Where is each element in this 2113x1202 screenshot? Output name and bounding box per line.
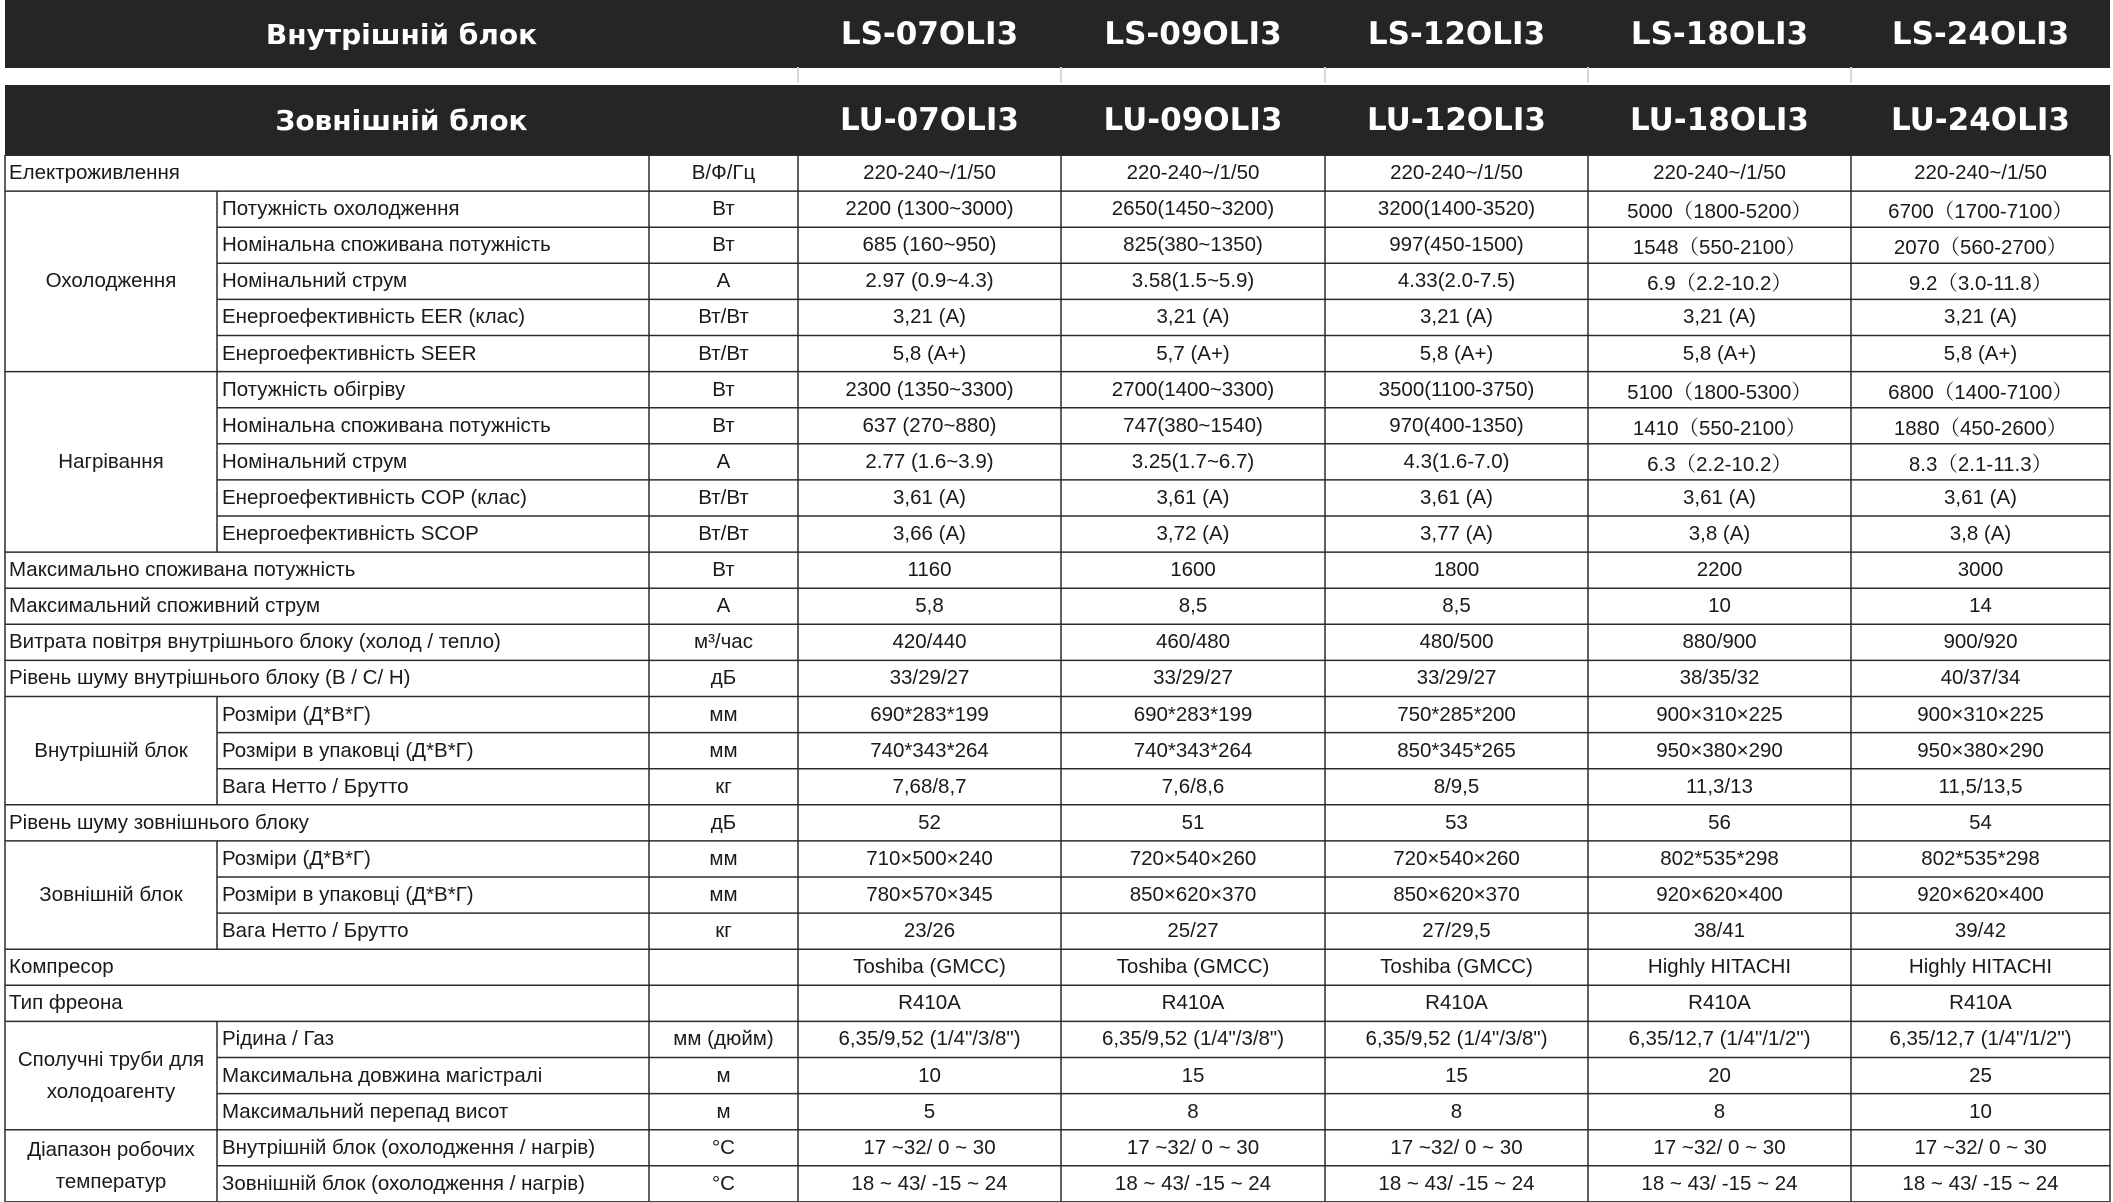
value-cell: 9.2（3.0-11.8）: [1908, 272, 2053, 296]
value-cell: 5,8 (А+): [892, 341, 967, 365]
value-cell: 2070（560-2700）: [1893, 236, 2068, 260]
group-label: Внутрішній блок: [34, 738, 188, 762]
group-label: Охолодження: [45, 269, 177, 293]
value-cell: 950×380×290: [1917, 738, 2044, 762]
param-label: Внутрішній блок (охолодження / нагрів): [222, 1135, 596, 1159]
value-cell: Toshiba (GMCC): [1380, 955, 1533, 979]
param-label: Вага Нетто / Брутто: [222, 919, 409, 943]
param-label: Потужність обігріву: [222, 377, 406, 401]
outdoor-model-1: LU-07OLI3: [839, 102, 1020, 138]
value-cell: 420/440: [892, 630, 967, 654]
param-label: Максимально споживана потужність: [9, 558, 356, 582]
param-label: Енергоефективність SCOP: [222, 522, 479, 546]
value-cell: 3,66 (А): [893, 522, 966, 546]
value-cell: 33/29/27: [1153, 666, 1233, 690]
param-label: Розміри (Д*В*Г): [222, 702, 371, 726]
unit-cell: Вт/Вт: [698, 485, 749, 509]
value-cell: 3,61 (А): [893, 485, 966, 509]
value-cell: 850×620×370: [1129, 883, 1257, 907]
value-cell: 3200(1400-3520): [1377, 197, 1536, 221]
param-label: Розміри в упаковці (Д*В*Г): [222, 738, 474, 762]
value-cell: 27/29,5: [1422, 919, 1491, 943]
value-cell: 4.3(1.6-7.0): [1403, 449, 1510, 473]
value-cell: 52: [918, 810, 941, 834]
value-cell: 1410（550-2100）: [1632, 416, 1807, 440]
param-label: Номінальний струм: [222, 269, 408, 293]
value-cell: 11,5/13,5: [1938, 774, 2023, 798]
outdoor-model-3: LU-12OLI3: [1366, 102, 1547, 138]
param-label: Рівень шуму зовнішнього блоку: [9, 810, 309, 834]
param-label: Рівень шуму внутрішнього блоку (В / С/ Н): [9, 666, 411, 690]
group-label: Зовнішній блок: [39, 883, 183, 907]
param-label: Енергоефективність SEER: [222, 341, 477, 365]
param-label: Тип фреона: [9, 991, 123, 1015]
value-cell: 900×310×225: [1656, 702, 1783, 726]
value-cell: 220-240~/1/50: [1653, 161, 1786, 185]
unit-cell: мм: [709, 883, 738, 907]
value-cell: 3.58(1.5~5.9): [1131, 269, 1255, 293]
value-cell: 17 ~32/ 0 ~ 30: [1126, 1135, 1260, 1159]
value-cell: 8: [1450, 1099, 1463, 1123]
value-cell: 750*285*200: [1397, 702, 1516, 726]
value-cell: 5100（1800-5300）: [1627, 380, 1812, 404]
value-cell: 802*535*298: [1660, 846, 1779, 870]
value-cell: 690*283*199: [870, 702, 989, 726]
value-cell: 3,61 (А): [1420, 485, 1493, 509]
value-cell: Toshiba (GMCC): [1116, 955, 1270, 979]
indoor-model-1: LS-07OLI3: [840, 16, 1019, 52]
indoor-model-4: LS-18OLI3: [1630, 16, 1809, 52]
value-cell: R410A: [898, 991, 961, 1015]
unit-cell: мм: [709, 738, 738, 762]
param-label: Максимальний споживний струм: [9, 594, 321, 618]
value-cell: 1160: [907, 558, 952, 582]
value-cell: 5000（1800-5200）: [1627, 200, 1812, 224]
unit-cell: м³/час: [694, 630, 753, 654]
value-cell: 33/29/27: [889, 666, 970, 690]
param-label: Розміри в упаковці (Д*В*Г): [222, 883, 474, 907]
value-cell: 802*535*298: [1921, 846, 2040, 870]
value-cell: 8/9,5: [1433, 774, 1480, 798]
value-cell: 850×620×370: [1393, 883, 1520, 907]
value-cell: 54: [1969, 810, 1992, 834]
value-cell: 17 ~32/ 0 ~ 30: [1914, 1135, 2047, 1159]
value-cell: 3,61 (А): [1156, 485, 1230, 509]
unit-cell: Вт/Вт: [698, 522, 749, 546]
value-cell: 780×570×345: [866, 883, 993, 907]
value-cell: 3,21 (А): [1944, 305, 2017, 329]
unit-cell: А: [716, 449, 731, 473]
param-label: Зовнішній блок (охолодження / нагрів): [222, 1171, 585, 1195]
value-cell: 3.25(1.7~6.7): [1131, 449, 1255, 473]
unit-cell: мм: [709, 702, 738, 726]
param-label: Максимальна довжина магістралі: [222, 1063, 543, 1087]
value-cell: 39/42: [1954, 919, 2007, 943]
value-cell: 5,8 (А+): [1682, 341, 1757, 365]
unit-cell: Вт: [712, 413, 735, 437]
value-cell: 17 ~32/ 0 ~ 30: [1390, 1135, 1523, 1159]
value-cell: 3,21 (А): [1683, 305, 1756, 329]
value-cell: 1800: [1433, 558, 1480, 582]
value-cell: 7,6/8,6: [1161, 774, 1225, 798]
value-cell: 6,35/9,52 (1/4"/3/8"): [1101, 1027, 1285, 1051]
value-cell: 17 ~32/ 0 ~ 30: [863, 1135, 996, 1159]
outdoor-model-4: LU-18OLI3: [1629, 102, 1810, 138]
value-cell: 3,21 (А): [1156, 305, 1230, 329]
unit-cell: °С: [711, 1171, 735, 1195]
value-cell: 690*283*199: [1133, 702, 1253, 726]
value-cell: 3,77 (А): [1420, 522, 1493, 546]
unit-cell: А: [716, 594, 731, 618]
param-label: Номінальна споживана потужність: [222, 233, 551, 257]
value-cell: 2300 (1350~3300): [845, 377, 1014, 401]
value-cell: 850*345*265: [1397, 738, 1516, 762]
value-cell: 2.77 (1.6~3.9): [865, 449, 994, 473]
value-cell: 220-240~/1/50: [1914, 161, 2047, 185]
param-label: Енергоефективність COP (клас): [222, 485, 527, 509]
value-cell: 10: [1708, 594, 1731, 618]
value-cell: 6.9（2.2-10.2）: [1647, 272, 1792, 296]
value-cell: 4.33(2.0-7.5): [1397, 269, 1516, 293]
value-cell: Highly HITACHI: [1647, 955, 1792, 979]
value-cell: 5: [923, 1099, 936, 1123]
unit-cell: м: [716, 1063, 731, 1087]
param-label: Розміри (Д*В*Г): [222, 846, 371, 870]
param-label: Потужність охолодження: [222, 197, 460, 221]
value-cell: 8: [1713, 1099, 1726, 1123]
value-cell: 6.3（2.2-10.2）: [1647, 452, 1792, 476]
value-cell: 1880（450-2600）: [1893, 416, 2068, 440]
value-cell: 997(450-1500): [1389, 233, 1524, 257]
value-cell: 460/480: [1155, 630, 1231, 654]
unit-cell: Вт/Вт: [698, 305, 749, 329]
group-label: Сполучні труби для холодоагенту: [17, 1047, 205, 1103]
param-label: Номінальний струм: [222, 449, 408, 473]
unit-cell: мм (дюйм): [673, 1027, 774, 1051]
param-label: Рідина / Газ: [222, 1027, 334, 1051]
value-cell: Highly HITACHI: [1908, 955, 2053, 979]
unit-cell: Вт: [712, 233, 735, 257]
unit-cell: кг: [715, 774, 732, 798]
value-cell: 920×620×400: [1656, 883, 1783, 907]
outdoor-model-2: LU-09OLI3: [1103, 102, 1283, 138]
value-cell: 720×540×260: [1393, 846, 1520, 870]
value-cell: 3,61 (А): [1683, 485, 1756, 509]
value-cell: 3500(1100-3750): [1378, 377, 1535, 401]
value-cell: 6,35/9,52 (1/4"/3/8"): [838, 1027, 1021, 1051]
value-cell: 6800（1400-7100）: [1888, 380, 2073, 404]
value-cell: Toshiba (GMCC): [853, 955, 1006, 979]
unit-cell: Вт: [712, 197, 735, 221]
value-cell: 3,61 (А): [1944, 485, 2017, 509]
param-label: Номінальна споживана потужність: [222, 413, 551, 437]
value-cell: 950×380×290: [1656, 738, 1783, 762]
value-cell: 740*343*264: [1133, 738, 1253, 762]
value-cell: 8,5: [1442, 594, 1471, 618]
outdoor-model-5: LU-24OLI3: [1890, 102, 2071, 138]
value-cell: 720×540×260: [1129, 846, 1257, 870]
value-cell: 38/41: [1693, 919, 1746, 943]
unit-cell: дБ: [710, 810, 737, 834]
value-cell: 3,72 (А): [1156, 522, 1230, 546]
value-cell: 6,35/12,7 (1/4"/1/2"): [1628, 1027, 1811, 1051]
value-cell: 920×620×400: [1917, 883, 2044, 907]
value-cell: 8: [1187, 1099, 1199, 1123]
value-cell: 740*343*264: [870, 738, 989, 762]
value-cell: 25: [1969, 1063, 1992, 1087]
unit-cell: дБ: [710, 666, 737, 690]
value-cell: 900/920: [1943, 630, 2018, 654]
value-cell: 18 ~ 43/ -15 ~ 24: [1641, 1171, 1798, 1195]
value-cell: 2700(1400~3300): [1111, 377, 1275, 401]
value-cell: 2650(1450~3200): [1111, 197, 1275, 221]
value-cell: 51: [1181, 810, 1205, 834]
value-cell: 2.97 (0.9~4.3): [865, 269, 994, 293]
indoor-label: Внутрішній блок: [265, 17, 538, 51]
value-cell: 10: [918, 1063, 941, 1087]
value-cell: 6,35/12,7 (1/4"/1/2"): [1889, 1027, 2072, 1051]
value-cell: 710×500×240: [866, 846, 993, 870]
value-cell: 18 ~ 43/ -15 ~ 24: [851, 1171, 1008, 1195]
value-cell: R410A: [1425, 991, 1488, 1015]
value-cell: 56: [1708, 810, 1731, 834]
value-cell: 220-240~/1/50: [863, 161, 996, 185]
value-cell: 1548（550-2100）: [1632, 236, 1807, 260]
group-label: Діапазон робочих температур: [27, 1137, 195, 1193]
param-label: Максимальний перепад висот: [222, 1099, 509, 1123]
value-cell: 970(400-1350): [1389, 413, 1524, 437]
value-cell: R410A: [1161, 991, 1225, 1015]
indoor-model-2: LS-09OLI3: [1104, 16, 1282, 52]
value-cell: 6,35/9,52 (1/4"/3/8"): [1365, 1027, 1548, 1051]
unit-cell: Вт: [712, 558, 735, 582]
value-cell: 23/26: [903, 919, 956, 943]
value-cell: 900×310×225: [1917, 702, 2044, 726]
unit-cell: Вт/Вт: [698, 341, 749, 365]
param-label: Енергоефективність EER (клас): [222, 305, 526, 329]
value-cell: 18 ~ 43/ -15 ~ 24: [1378, 1171, 1535, 1195]
param-label: Компресор: [9, 955, 114, 979]
value-cell: 747(380~1540): [1123, 413, 1263, 437]
value-cell: 3,8 (А): [1688, 522, 1751, 546]
value-cell: 3000: [1957, 558, 2004, 582]
value-cell: 8,5: [1178, 594, 1208, 618]
param-label: Витрата повітря внутрішнього блоку (холод / тепло): [9, 630, 501, 654]
value-cell: 18 ~ 43/ -15 ~ 24: [1114, 1171, 1272, 1195]
value-cell: 480/500: [1419, 630, 1494, 654]
outdoor-label: Зовнішній блок: [275, 103, 528, 137]
indoor-model-5: LS-24OLI3: [1891, 16, 2070, 52]
value-cell: 7,68/8,7: [892, 774, 967, 798]
value-cell: 11,3/13: [1686, 774, 1753, 798]
value-cell: 5,7 (А+): [1156, 341, 1230, 365]
value-cell: 17 ~32/ 0 ~ 30: [1653, 1135, 1786, 1159]
value-cell: 1600: [1170, 558, 1216, 582]
group-label: Нагрівання: [58, 449, 164, 473]
value-cell: 38/35/32: [1679, 666, 1760, 690]
value-cell: 2200: [1696, 558, 1743, 582]
value-cell: 637 (270~880): [862, 413, 997, 437]
value-cell: 220-240~/1/50: [1390, 161, 1523, 185]
value-cell: 8.3（2.1-11.3）: [1908, 452, 2053, 476]
value-cell: 5,8: [915, 594, 944, 618]
value-cell: 3,8 (А): [1949, 522, 2012, 546]
value-cell: 20: [1708, 1063, 1731, 1087]
value-cell: 3,21 (А): [1420, 305, 1493, 329]
value-cell: 220-240~/1/50: [1126, 161, 1260, 185]
indoor-model-3: LS-12OLI3: [1367, 16, 1546, 52]
unit-cell: мм: [709, 846, 738, 870]
param-label: Вага Нетто / Брутто: [222, 774, 409, 798]
value-cell: 5,8 (А+): [1419, 341, 1494, 365]
value-cell: 15: [1181, 1063, 1205, 1087]
value-cell: 40/37/34: [1940, 666, 2021, 690]
value-cell: 25/27: [1167, 919, 1219, 943]
value-cell: R410A: [1688, 991, 1751, 1015]
value-cell: 825(380~1350): [1123, 233, 1263, 257]
unit-cell: А: [716, 269, 731, 293]
value-cell: 53: [1445, 810, 1468, 834]
value-cell: 10: [1969, 1099, 1992, 1123]
value-cell: 3,21 (А): [893, 305, 966, 329]
value-cell: 14: [1969, 594, 1992, 618]
unit-cell: кг: [715, 919, 732, 943]
unit-cell: Вт: [712, 377, 735, 401]
unit-cell: °С: [711, 1135, 735, 1159]
param-label: Електроживлення: [9, 161, 180, 185]
value-cell: 6700（1700-7100）: [1888, 200, 2073, 224]
value-cell: 2200 (1300~3000): [845, 197, 1014, 221]
value-cell: R410A: [1949, 991, 2012, 1015]
unit-cell: м: [716, 1099, 731, 1123]
value-cell: 18 ~ 43/ -15 ~ 24: [1902, 1171, 2059, 1195]
value-cell: 33/29/27: [1416, 666, 1497, 690]
value-cell: 15: [1445, 1063, 1468, 1087]
value-cell: 5,8 (А+): [1943, 341, 2018, 365]
unit-cell: В/Ф/Гц: [691, 161, 756, 185]
value-cell: 880/900: [1682, 630, 1757, 654]
value-cell: 685 (160~950): [862, 233, 997, 257]
